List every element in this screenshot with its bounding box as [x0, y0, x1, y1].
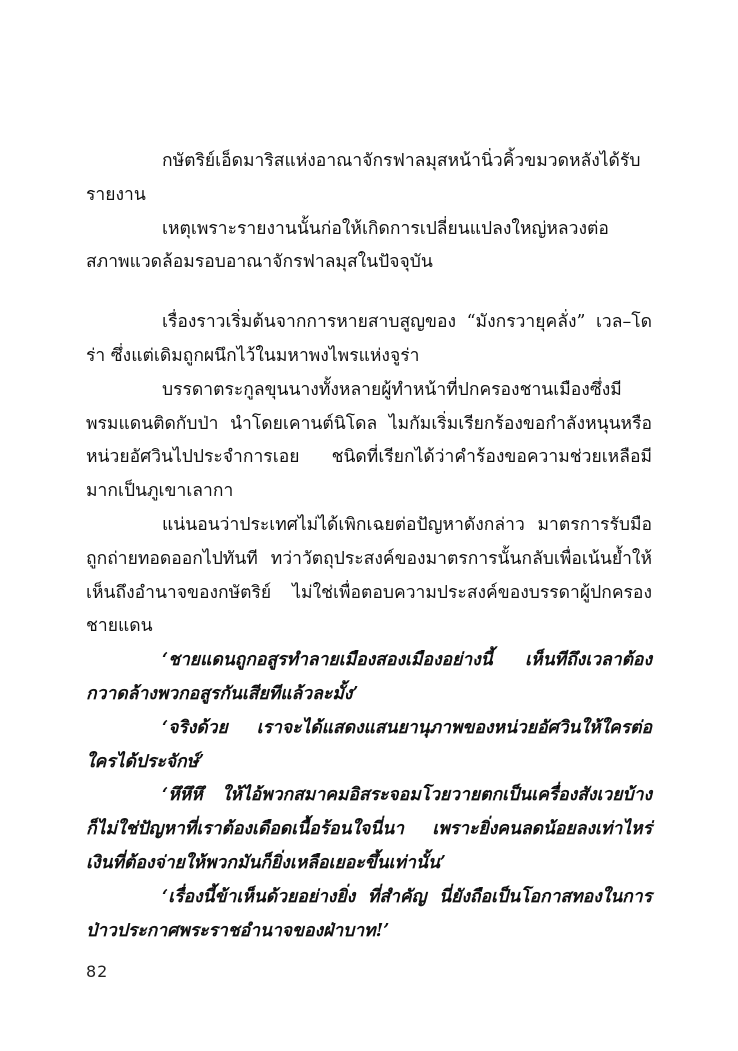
- thought-quote-2: ‘จริงด้วย เราจะได้แสดงแสนยานุภาพของหน่วยอัศวินให้ใครต่อใครได้ประจักษ์’: [86, 717, 652, 772]
- thought-quote-3: ‘หึหึหึ ให้ไอ้พวกสมาคมอิสระจอมโวยวายตกเป็นเครื่องสังเวยบ้าง ก็ไม่ใช่ปัญหาที่เราต้องเดือดเนื้อร้อนใจนี่นา เพราะยิ่งคนลดน้อยลงเท่าไหร่ เงินที่ต้องจ่ายให้พวกมันก็ยิ่งเหลือเยอะขึ้นเท่านั้น’: [86, 785, 652, 873]
- paragraph-3: เรื่องราวเริ่มต้นจากการหายสาบสูญของ “มังกรวายุคลั่ง” เวล–โดร่า ซึ่งแต่เดิมถูกผนึกไว้ในมหาพงไพรแห่งจูร่า: [86, 312, 652, 366]
- section-gap: [86, 280, 652, 306]
- body-text: [86, 145, 652, 948]
- paragraph-1: กษัตริย์เอ็ดมาริสแห่งอาณาจักรฟาลมุสหน้านิ่วคิ้วขมวดหลังได้รับรายงาน: [86, 151, 641, 205]
- thought-quote-1: ‘ชายแดนถูกอสูรทำลายเมืองสองเมืองอย่างนี้ เห็นทีถึงเวลาต้องกวาดล้างพวกอสูรกันเสียทีแล้วละมั้ง’: [86, 650, 652, 704]
- page-number: 82: [86, 962, 109, 981]
- paragraph-2: เหตุเพราะรายงานนั้นก่อให้เกิดการเปลี่ยนแปลงใหญ่หลวงต่อสภาพแวดล้อมรอบอาณาจักรฟาลมุสในปัจจุบัน: [86, 218, 609, 273]
- paragraph-5: แน่นอนว่าประเทศไม่ได้เพิกเฉยต่อปัญหาดังกล่าว มาตรการรับมือถูกถ่ายทอดออกไปทันที ทว่าวัตถุประสงค์ของมาตรการนั้นกลับเพื่อเน้นย้ำให้เห็นถึงอำนาจของกษัตริย์ ไม่ใช่เพื่อตอบความประสงค์ของบรรดาผู้ปกครองชายแดน: [86, 514, 652, 637]
- thought-quote-4: ‘เรื่องนี้ข้าเห็นด้วยอย่างยิ่ง ที่สำคัญ นี่ยังถือเป็นโอกาสทองในการป่าวประกาศพระราชอำนาจของฝ่าบาท!’: [86, 886, 652, 941]
- paragraph-4: บรรดาตระกูลขุนนางทั้งหลายผู้ทำหน้าที่ปกครองชานเมืองซึ่งมีพรมแดนติดกับป่า นำโดยเคานต์นิโดล ไมกัมเริ่มเรียกร้องขอกำลังหนุนหรือหน่วยอัศวินไปประจำการเอย ชนิดที่เรียกได้ว่าคำร้องขอความช่วยเหลือมีมากเป็นภูเขาเลากา: [86, 379, 652, 502]
